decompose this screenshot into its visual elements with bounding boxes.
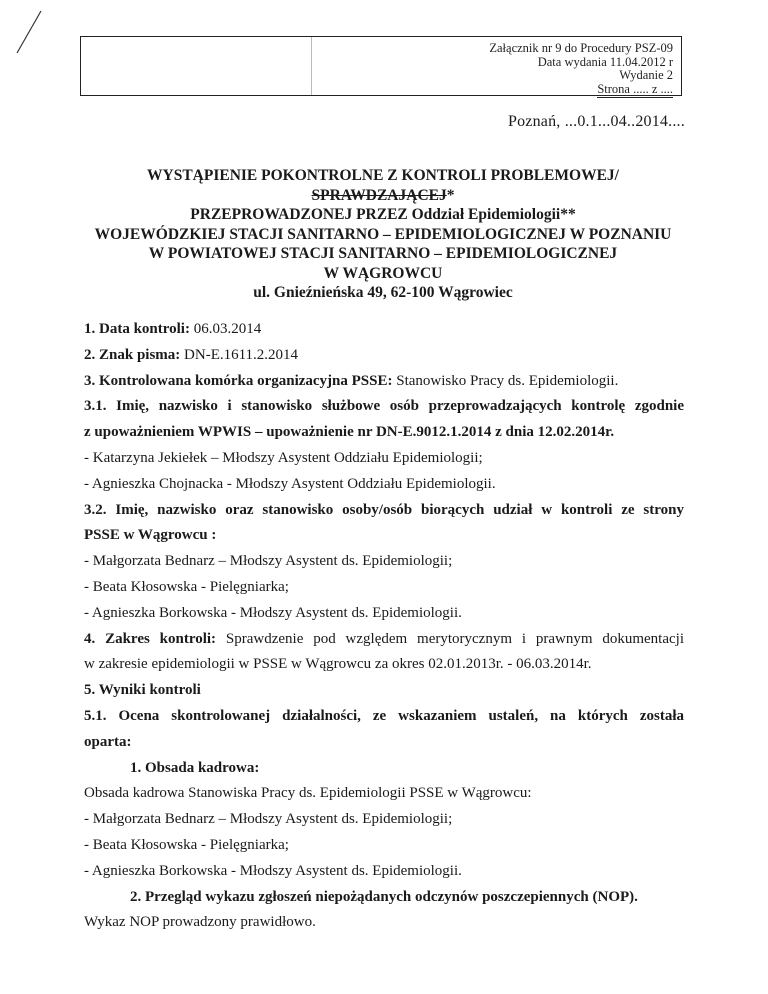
title-line-4: WOJEWÓDZKIEJ STACJI SANITARNO – EPIDEMIOLOGICZNEJ W POZNANIU bbox=[94, 225, 672, 243]
section-3: 3. Kontrolowana komórka organizacyjna PSSE: Stanowisko Pracy ds. Epidemiologii. bbox=[84, 372, 619, 389]
section-5-1-heading: 5.1. Ocena skontrolowanej działalności, ze wskazaniem ustaleń, na których została bbox=[84, 707, 684, 724]
attachment-number: Załącznik nr 9 do Procedury PSZ-09 bbox=[489, 41, 673, 55]
title-line-5: W POWIATOWEJ STACJI SANITARNO – EPIDEMIOLOGICZNEJ bbox=[148, 245, 618, 262]
title-line-2: SPRAWDZAJĄCEJ* bbox=[311, 186, 455, 204]
staff-1: - Małgorzata Bednarz – Młodszy Asystent ds. Epidemiologii; bbox=[84, 811, 453, 828]
procedure-header-box bbox=[80, 36, 682, 96]
section-5-1-cont: oparta: bbox=[84, 733, 132, 750]
section-3-1-authorization: z upoważnieniem WPWIS – upoważnienie nr DN-E.9012.1.2014 z dnia 12.02.2014r. bbox=[84, 424, 615, 441]
subsection-staffing: 1. Obsada kadrowa: bbox=[130, 759, 260, 776]
section-4-scope: w zakresie epidemiologii w PSSE w Wągrowcu za okres 02.01.2013r. - 06.03.2014r. bbox=[84, 656, 592, 673]
edition: Wydanie 2 bbox=[619, 68, 673, 82]
staff-3: - Agnieszka Borkowska - Młodszy Asystent ds. Epidemiologii. bbox=[84, 862, 462, 879]
staff-2: - Beata Kłosowska - Pielęgniarka; bbox=[84, 836, 289, 853]
section-2: 2. Znak pisma: DN-E.1611.2.2014 bbox=[84, 346, 299, 363]
city: Poznań, bbox=[508, 113, 561, 130]
place-and-date bbox=[508, 113, 685, 131]
issue-date: Data wydania 11.04.2012 r bbox=[537, 54, 673, 69]
page-counter: Strona ..... z .... bbox=[597, 83, 673, 99]
section-3-2-subheading: PSSE w Wągrowcu : bbox=[84, 527, 217, 544]
document-title bbox=[40, 166, 726, 303]
title-address: ul. Gnieźnieńska 49, 62-100 Wągrowiec bbox=[253, 284, 513, 301]
inspector-1: - Katarzyna Jekiełek – Młodszy Asystent Oddziału Epidemiologii; bbox=[84, 449, 483, 466]
section-3-2-heading: 3.2. Imię, nazwisko oraz stanowisko osoby/osób biorących udział w kontroli ze strony bbox=[84, 501, 684, 518]
inspector-2: - Agnieszka Chojnacka - Młodszy Asystent Oddziału Epidemiologii. bbox=[84, 475, 496, 492]
struck-word: SPRAWDZAJĄCEJ bbox=[311, 186, 447, 204]
document-body bbox=[84, 317, 684, 936]
subsection-nop-review: 2. Przegląd wykazu zgłoszeń niepożądanych odczynów poszczepiennych (NOP). bbox=[130, 888, 638, 905]
section-3-1-heading: 3.1. Imię, nazwisko i stanowisko służbowe osób przeprowadzających kontrolę zgodnie bbox=[84, 398, 684, 415]
procedure-info bbox=[489, 42, 673, 98]
title-line-6: W WĄGROWCU bbox=[323, 264, 443, 282]
title-line-3: PRZEPROWADZONEJ PRZEZ Oddział Epidemiologii** bbox=[190, 206, 576, 223]
participant-2: - Beata Kłosowska - Pielęgniarka; bbox=[84, 578, 289, 595]
header-logo-area bbox=[81, 37, 312, 95]
staffing-intro: Obsada kadrowa Stanowiska Pracy ds. Epidemiologii PSSE w Wągrowcu: bbox=[84, 785, 532, 802]
handwritten-date: ...0.1...04..2014.... bbox=[564, 113, 685, 130]
section-4: 4. Zakres kontroli: Sprawdzenie pod względem merytorycznym i prawnym dokumentacji bbox=[84, 630, 684, 647]
nop-conclusion: Wykaz NOP prowadzony prawidłowo. bbox=[84, 914, 316, 931]
section-5: 5. Wyniki kontroli bbox=[84, 682, 201, 699]
participant-1: - Małgorzata Bednarz – Młodszy Asystent ds. Epidemiologii; bbox=[84, 553, 453, 570]
participant-3: - Agnieszka Borkowska - Młodszy Asystent ds. Epidemiologii. bbox=[84, 604, 462, 621]
title-line-1: WYSTĄPIENIE POKONTROLNE Z KONTROLI PROBLEMOWEJ/ bbox=[147, 167, 619, 184]
section-1: 1. Data kontroli: 06.03.2014 bbox=[84, 321, 262, 337]
pen-stroke-mark bbox=[14, 8, 44, 56]
